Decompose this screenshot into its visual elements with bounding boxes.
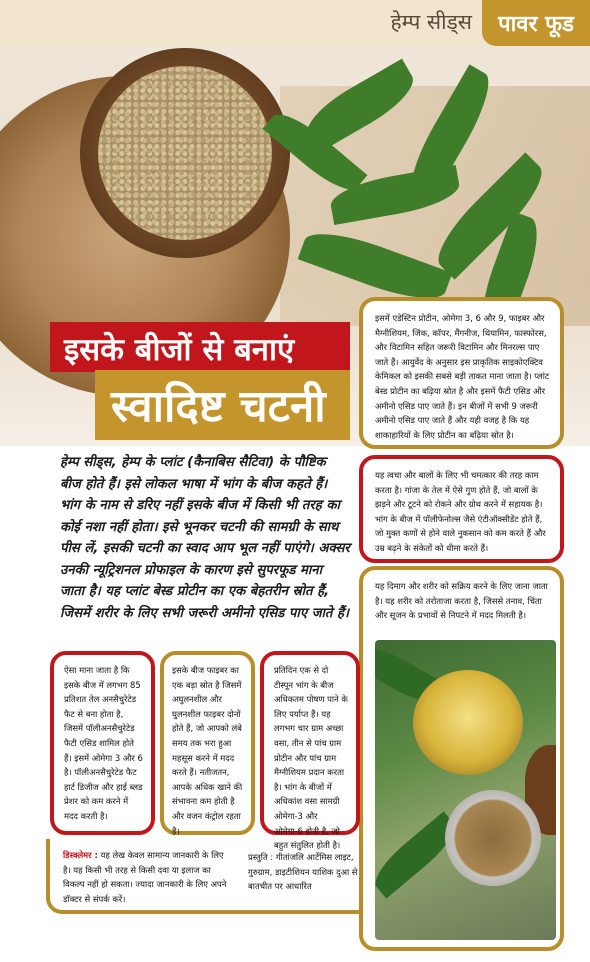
fiber-info-box — [160, 651, 255, 835]
hemp-seeds — [98, 66, 272, 240]
fat-info-box — [50, 651, 155, 835]
disclaimer-label: डिस्क्लेमर : — [63, 850, 98, 860]
hemp-oil-photo — [375, 640, 556, 940]
fat-info-text: ऐसा माना जाता है कि इसके बीज में लगभग 85 प्रतिशत तेल अनसैचुरेटेड फैट से बना होता है, जिसमें पॉलीअनसैचुरेटेड फैटी एसिड शामिल होते हैं। इसमें ओमेगा 3 और 6 है। पॉलीअनसैचुरेटेड फैट हार्ट डिजीज और हाई ब्लड प्रेशर को कम करने में मदद करती है। — [64, 665, 143, 821]
headline-line2: स्वादिष्ट चटनी — [111, 381, 326, 432]
section-title: हेम्प सीड्स — [390, 10, 472, 34]
oil-bowl — [413, 670, 523, 775]
dosage-info-box — [260, 651, 360, 851]
mind-body-text: यह दिमाग और शरीर को सक्रिय करने के लिए जाना जाता है। यह शरीर को तरोताजा करता है, जिससे तनाव, चिंता और सूजन के प्रभावों से निपटने में मदद मिलती है। — [375, 581, 548, 621]
headline-banner-red — [50, 322, 350, 372]
dosage-info-text: प्रतिदिन एक से दो टीस्पून भांग के बीज अधिकतम पोषण पाने के लिए पर्याप्त हैं। यह लगभग चार ग्राम अच्छा वसा, तीन से पांच ग्राम प्रोटीन और पांच ग्राम मैग्नीशियम प्रदान करता है। भांग के बीजों में अधिकांश वसा सामग्री ओमेगा-3 और ओमेगा-6 होती है, जो बहुत संतुलित होती है। — [274, 665, 348, 851]
author-credit: प्रस्तुति : गीतांजलि आर्टेमिस लाइट, गुरुग्राम, डाइटीशियन याशिक दुआ से बातचीत पर आधारित — [248, 852, 358, 892]
headline-banner-gold — [95, 370, 350, 440]
category-tab-label: पावर फूड — [498, 12, 574, 37]
disclaimer-text: यह लेख केवल सामान्य जानकारी के लिए है। यह किसी भी तरह से किसी दवा या इलाज का विकल्प नहीं हो सकता। ज्यादा जानकारी के लिए अपने डॉक्टर से संपर्क करें। — [63, 850, 227, 904]
skin-hair-box — [359, 455, 564, 563]
intro-paragraph: हेम्प सीड्स, हेम्प के प्लांट (कैनाबिस सैटिवा) के पौष्टिक बीज होते हैं। इसे लोकल भाषा में भांग के बीज कहते हैं। भांग के नाम से डरिए नहीं इसके बीज में किसी भी तरह का कोई नशा नहीं होता। इसे भूनकर चटनी की सामग्री के साथ पीस लें, इसकी चटनी का स्वाद आप भूल नहीं पाएंगे। अक्सर उनकी न्यूट्रिशनल प्रोफाइल के कारण इसे सुपरफूड माना जाता है। यह प्लांट बेस्ड प्रोटीन का एक बेहतरीन स्रोत हैं, जिसमें शरीर के लिए सभी जरूरी अमीनो एसिड पाए जाते हैं। — [60, 455, 350, 621]
seed-bowl — [445, 790, 541, 886]
fiber-info-text: इसके बीज फाइबर का एक बड़ा स्रोत है जिसमें अघुलनशील और घुलनशील फाइबर दोनों होते हैं, जो आपको लंबे समय तक भरा हुआ महसूस करने में मदद करते हैं। नतीजतन, आपके अधिक खाने की संभावना कम होती है और वजन कंट्रोल रहता है। — [172, 665, 243, 836]
headline-line1: इसके बीजों से बनाएं — [64, 332, 295, 368]
category-tab — [482, 0, 590, 46]
disclaimer — [63, 848, 233, 906]
skin-hair-text: यह त्वचा और बालों के लिए भी चमत्कार की तरह काम करता है। गांजा के तेल में ऐसे गुण होते हैं, जो बालों के झड़ने और टूटने को रोकने और ग्रोथ करने में सहायक है। भांग के बीज में पॉलीफेनोल्स जैसे एंटीऑक्सीडेंट होते हैं, जो मुक्त कणों से होने वाले नुकसान को कम करते हैं और उम्र बढ़ने के संकेतों को धीमा करते हैं। — [375, 470, 546, 553]
nutrients-box — [359, 297, 564, 449]
nutrients-text: इसमें एडेस्टिन प्रोटीन, ओमेगा 3, 6 और 9, फाइबर और मैग्नीशियम, जिंक, कॉपर, मैंगनीज, थियामिन, फास्फोरस, और विटामिन सहित जरूरी विटामिन और मिनरल्स पाए जाते हैं। आयुर्वेद के अनुसार इस प्राकृतिक साइकोएक्टिव केमिकल को इसकी सबसे बड़ी ताकत माना जाता है। प्लांट बेस्ड प्रोटीन का बढ़िया स्रोत है और इसमें फैटी एसिड और अमीनो एसिड पाए जाते हैं। इन बीजों में सभी 9 जरूरी अमीनो एसिड पाए जाते हैं और यही वजह है कि यह शाकाहारियों के लिए प्रोटीन का बढ़िया स्रोत है। — [375, 313, 550, 440]
mind-body-box — [359, 566, 564, 951]
